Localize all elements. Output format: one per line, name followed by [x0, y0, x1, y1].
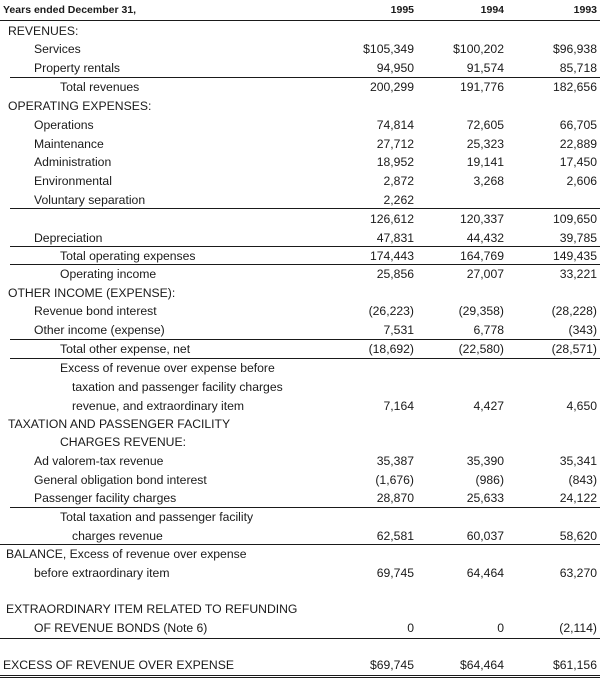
opex-subtotal-1995: 126,612 — [369, 212, 414, 226]
final-row — [0, 656, 600, 674]
operating-income-row — [0, 265, 600, 283]
property-rentals-1993: 85,718 — [559, 61, 597, 75]
total-opex-1994: 164,769 — [459, 249, 504, 263]
operations-1994: 72,605 — [466, 118, 504, 132]
final-1994: $64,464 — [459, 658, 504, 672]
revenue-bond-interest-1995: (26,223) — [368, 304, 414, 318]
excess-before-taxation-1994: 4,427 — [473, 399, 504, 413]
excess-before-taxation-label-2: taxation and passenger facility charges — [72, 380, 283, 394]
revenue-bond-interest-1993: (28,228) — [551, 304, 597, 318]
total-taxation-1993: 58,620 — [559, 529, 597, 543]
total-taxation-line-1 — [0, 508, 600, 526]
operations-1995: 74,814 — [376, 118, 414, 132]
balance-label-2: before extraordinary item — [34, 566, 170, 580]
other-income-heading-row — [0, 284, 600, 302]
total-other-1993: (28,571) — [551, 342, 597, 356]
opex-heading-row — [0, 97, 600, 115]
property-rentals-1994: 91,574 — [466, 61, 504, 75]
maintenance-row — [0, 135, 600, 153]
pfc-label: Passenger facility charges — [34, 491, 177, 505]
balance-row — [0, 564, 600, 582]
total-taxation-1995: 62,581 — [376, 529, 414, 543]
ad-valorem-1993: 35,341 — [559, 454, 597, 468]
balance-1994: 64,464 — [466, 566, 504, 580]
excess-before-taxation-line-2 — [0, 378, 600, 396]
depreciation-label: Depreciation — [34, 231, 103, 245]
pfc-row — [0, 489, 600, 507]
operations-row — [0, 116, 600, 134]
total-taxation-row — [0, 527, 600, 545]
total-opex-1995: 174,443 — [369, 249, 414, 263]
operating-income-1994: 27,007 — [466, 267, 504, 281]
administration-1995: 18,952 — [376, 155, 414, 169]
total-revenues-1994: 191,776 — [459, 80, 504, 94]
property-rentals-row — [0, 59, 600, 77]
total-opex-1993: 149,435 — [552, 249, 597, 263]
maintenance-1995: 27,712 — [376, 137, 414, 151]
ad-valorem-label: Ad valorem-tax revenue — [34, 454, 164, 468]
total-taxation-label-2: charges revenue — [72, 529, 163, 543]
depreciation-1994: 44,432 — [466, 231, 504, 245]
environmental-1994: 3,268 — [473, 174, 504, 188]
excess-before-taxation-label-3: revenue, and extraordinary item — [72, 399, 245, 413]
excess-before-taxation-row — [0, 397, 600, 415]
year-1994: 1994 — [480, 4, 504, 16]
pfc-1993: 24,122 — [559, 491, 597, 505]
final-double-rule — [0, 675, 600, 678]
header-label: Years ended December 31, — [3, 4, 137, 16]
total-taxation-label-1: Total taxation and passenger facility — [60, 510, 254, 524]
environmental-1995: 2,872 — [383, 174, 414, 188]
final-1993: $61,156 — [552, 658, 597, 672]
revenues-heading: REVENUES: — [8, 24, 79, 38]
ad-valorem-row — [0, 452, 600, 470]
administration-label: Administration — [34, 155, 112, 169]
pfc-1994: 25,633 — [466, 491, 504, 505]
extraordinary-line-1 — [0, 600, 600, 618]
balance-label-1: BALANCE, Excess of revenue over expense — [6, 547, 247, 561]
operations-label: Operations — [34, 118, 94, 132]
taxation-heading-2: CHARGES REVENUE: — [60, 435, 186, 449]
other-income-expense-row — [0, 321, 600, 339]
excess-before-taxation-line-1 — [0, 359, 600, 377]
depreciation-row — [0, 229, 600, 247]
taxation-heading-1: TAXATION AND PASSENGER FACILITY — [8, 417, 231, 431]
voluntary-separation-1995: 2,262 — [383, 193, 414, 207]
property-rentals-label: Property rentals — [34, 61, 121, 75]
environmental-label: Environmental — [34, 174, 112, 188]
voluntary-separation-label: Voluntary separation — [34, 193, 146, 207]
ad-valorem-1995: 35,387 — [376, 454, 414, 468]
total-taxation-1994: 60,037 — [466, 529, 504, 543]
total-revenues-1993: 182,656 — [552, 80, 597, 94]
opex-subtotal-rule — [10, 208, 600, 209]
pfc-1995: 28,870 — [376, 491, 414, 505]
other-income-expense-label: Other income (expense) — [34, 323, 165, 337]
other-income-expense-1994: 6,778 — [473, 323, 504, 337]
revenue-bond-interest-1994: (29,358) — [458, 304, 504, 318]
final-rule — [0, 638, 600, 639]
other-income-heading: OTHER INCOME (EXPENSE): — [8, 286, 176, 300]
total-other-1994: (22,580) — [458, 342, 504, 356]
extraordinary-1994: 0 — [497, 621, 504, 635]
total-other-row — [0, 340, 600, 358]
extraordinary-1995: 0 — [407, 621, 414, 635]
revenue-bond-interest-label: Revenue bond interest — [34, 304, 157, 318]
opex-subtotal-1994: 120,337 — [459, 212, 504, 226]
excess-before-taxation-label-1: Excess of revenue over expense before — [60, 361, 275, 375]
total-other-1995: (18,692) — [368, 342, 414, 356]
total-revenues-label: Total revenues — [60, 80, 140, 94]
other-income-expense-1995: 7,531 — [383, 323, 414, 337]
total-revenues-1995: 200,299 — [369, 80, 414, 94]
services-row — [0, 40, 600, 58]
total-revenues-row — [0, 78, 600, 96]
go-bond-interest-1993: (843) — [568, 473, 597, 487]
balance-line-1 — [0, 545, 600, 563]
extraordinary-row — [0, 619, 600, 637]
taxation-heading-row-2 — [0, 433, 600, 451]
total-opex-label: Total operating expenses — [60, 249, 196, 263]
total-other-label: Total other expense, net — [60, 342, 191, 356]
header-rule — [0, 20, 600, 21]
total-opex-row — [0, 247, 600, 265]
go-bond-interest-row — [0, 471, 600, 489]
go-bond-interest-label: General obligation bond interest — [34, 473, 207, 487]
go-bond-interest-1994: (986) — [475, 473, 504, 487]
extraordinary-label-1: EXTRAORDINARY ITEM RELATED TO REFUNDING — [6, 602, 298, 616]
services-1995: $105,349 — [363, 42, 414, 56]
opex-subtotal-row — [0, 210, 600, 228]
maintenance-label: Maintenance — [34, 137, 104, 151]
final-label: EXCESS OF REVENUE OVER EXPENSE — [3, 658, 234, 672]
services-1993: $96,938 — [552, 42, 597, 56]
year-1995: 1995 — [390, 4, 414, 16]
operations-1993: 66,705 — [559, 118, 597, 132]
extraordinary-label-2: OF REVENUE BONDS (Note 6) — [34, 621, 208, 635]
header-row — [0, 1, 600, 19]
property-rentals-1995: 94,950 — [376, 61, 414, 75]
administration-1994: 19,141 — [466, 155, 504, 169]
extraordinary-1993: (2,114) — [559, 621, 597, 635]
services-label: Services — [34, 42, 81, 56]
final-1995: $69,745 — [369, 658, 414, 672]
voluntary-separation-row — [0, 191, 600, 209]
depreciation-1993: 39,785 — [559, 231, 597, 245]
maintenance-1994: 25,323 — [466, 137, 504, 151]
services-1994: $100,202 — [453, 42, 504, 56]
environmental-1993: 2,606 — [566, 174, 597, 188]
balance-1995: 69,745 — [376, 566, 414, 580]
administration-row — [0, 153, 600, 171]
go-bond-interest-1995: (1,676) — [375, 473, 414, 487]
depreciation-1995: 47,831 — [376, 231, 414, 245]
taxation-heading-row-1 — [0, 415, 600, 433]
year-1993: 1993 — [573, 4, 597, 16]
operating-income-label: Operating income — [60, 267, 157, 281]
revenue-bond-interest-row — [0, 302, 600, 320]
excess-before-taxation-1993: 4,650 — [566, 399, 597, 413]
operating-income-1993: 33,221 — [559, 267, 597, 281]
maintenance-1993: 22,889 — [559, 137, 597, 151]
excess-before-taxation-1995: 7,164 — [383, 399, 414, 413]
other-income-expense-1993: (343) — [568, 323, 597, 337]
revenues-heading-row — [0, 22, 600, 40]
opex-heading: OPERATING EXPENSES: — [8, 99, 152, 113]
ad-valorem-1994: 35,390 — [466, 454, 504, 468]
operating-income-1995: 25,856 — [376, 267, 414, 281]
environmental-row — [0, 172, 600, 190]
administration-1993: 17,450 — [559, 155, 597, 169]
balance-1993: 63,270 — [559, 566, 597, 580]
opex-subtotal-1993: 109,650 — [552, 212, 597, 226]
